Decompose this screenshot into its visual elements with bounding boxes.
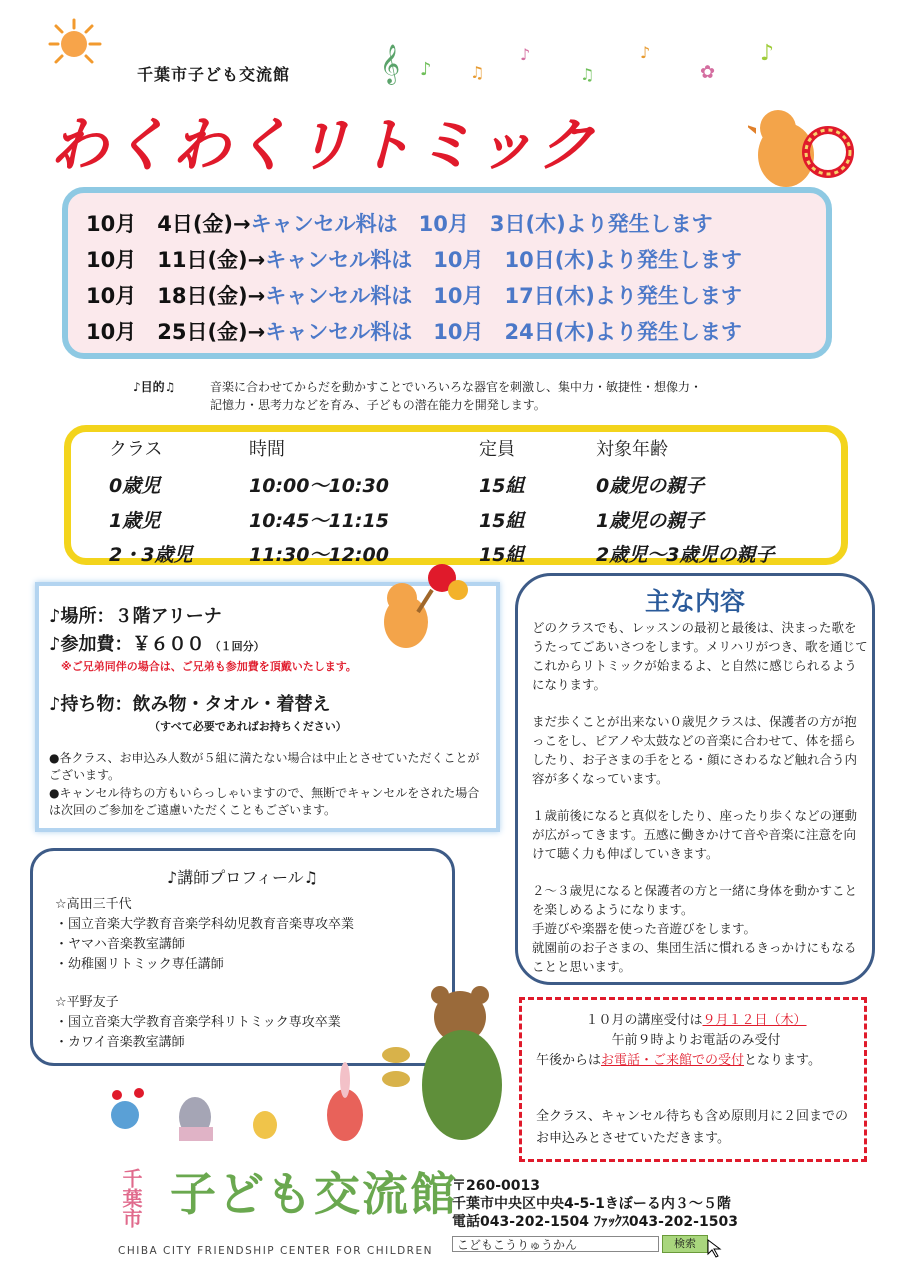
reception-notice-box [519,997,867,1162]
fee-line [49,630,265,656]
reception-text: 午後からは [536,1053,602,1068]
reception-phone-line: 午前９時よりお電話のみ受付 [611,1033,781,1048]
cancellation-row [86,207,713,241]
table-cell: 11:30～12:00 [249,544,389,566]
postal-code: 〒260-0013 [452,1178,540,1194]
content-paragraph: ２～３歳児になると保護者の方と一緒に身体を動かすことを楽しめるようになります。 [532,883,858,917]
cancellation-note: キャンセル料は 10月 24日(木)より発生します [265,320,742,344]
profile-item: ・幼稚園リトミック専任講師 [55,957,224,972]
music-notes-decoration [380,30,800,100]
table-cell: 10:00～10:30 [249,475,389,497]
session-date: 10月 18日(金)→ [86,284,266,308]
profile-item: ・ヤマハ音楽教室講師 [55,937,185,952]
cancellation-row [86,279,742,313]
profile-item: ・国立音楽大学教育音楽学科リトミック専攻卒業 [55,1015,341,1030]
reception-afternoon-line [536,1050,856,1072]
reception-text: となります。 [744,1053,821,1068]
reception-method: お電話・ご来館での受付 [601,1053,745,1068]
session-date: 10月 11日(金)→ [86,248,266,272]
search-input[interactable] [452,1236,659,1252]
svg-text:♪: ♪ [420,59,432,80]
animal-band-illustration [95,1055,385,1155]
content-title: 主な内容 [644,587,745,616]
reception-date: ９月１２日（木） [702,1013,807,1028]
purpose-text [210,378,810,414]
svg-text:♫: ♫ [470,63,485,82]
svg-text:♫: ♫ [580,65,595,84]
reception-date-line [536,1010,856,1032]
table-cell: 1歳児の親子 [596,510,705,532]
cancellation-schedule-box [62,187,832,359]
bird-tambourine-illustration [748,100,858,200]
table-cell: 2歳児～3歳児の親子 [596,544,775,566]
column-header-capacity: 定員 [479,439,515,460]
content-paragraph: 就園前のお子さまの、集団生活に慣れるきっかけにもなることと思います。 [532,940,857,974]
search-button[interactable]: 検索 [662,1235,708,1253]
main-content-box [515,573,875,985]
profile-title: ♪講師プロフィール♫ [167,868,318,887]
cancellation-note: キャンセル料は 10月 10日(木)より発生します [265,248,742,272]
cancellation-note: キャンセル料は 10月 17日(木)より発生します [265,284,742,308]
column-header-class: クラス [109,439,163,460]
phone-fax: 電話043-202-1504 ﾌｧｯｸｽ043-202-1503 [452,1214,738,1230]
bear-cymbals-illustration [380,985,510,1155]
purpose-line: 記憶力・思考力などを育み、子どもの潜在能力を開発します。 [210,398,546,412]
profile-item: ・国立音楽大学教育音楽学科幼児教育音楽専攻卒業 [55,917,355,932]
content-paragraph: １歳前後になると真似をしたり、座ったり歩くなどの運動が広がってきます。五感に働きかけて音や音楽に注意を向けて聴く力も伸ばしていきます。 [532,808,858,861]
purpose-label: ♪目的♫ [133,380,176,394]
svg-text:𝄞: 𝄞 [380,44,401,84]
instructor-name: ☆高田三千代 [55,897,132,912]
content-paragraph: 手遊びや楽器を使った音遊びをします。 [532,921,757,936]
fee-sibling-note: ※ご兄弟同伴の場合は、ご兄弟も参加費を頂戴いたします。 [61,660,357,673]
table-cell: 1歳児 [109,510,161,532]
svg-text:♪: ♪ [640,43,651,62]
logo-main-text: 子ども交流館 [170,1167,458,1221]
session-date: 10月 4日(金)→ [86,212,251,236]
cancellation-rule-1: ●各クラス、お申込み人数が５組に満たない場合は中止とさせていただくことがございます。 [49,751,480,782]
cancellation-note: キャンセル料は 10月 3日(木)より発生します [250,212,713,236]
sun-illustration [44,18,104,70]
table-cell: 15組 [479,510,525,532]
content-paragraph: どのクラスでも、レッスンの最初と最後は、決まった歌をうたってごあいさつをします。メリハリがつき、歌を通じてこれからリトミックが始まるよ、と自然に感じられるようになります。 [532,620,868,692]
belongings-text: ♪持ち物：飲み物・タオル・着替え [49,694,331,715]
cancellation-row [86,315,742,349]
purpose-line: 音楽に合わせてからだを動かすことでいろいろな器官を刺激し、集中力・敏捷性・想像力・ [210,380,703,394]
svg-text:✿: ✿ [700,62,716,83]
profile-item: ・カワイ音楽教室講師 [55,1035,185,1050]
bird-maracas-illustration [372,560,472,655]
session-date: 10月 25日(金)→ [86,320,266,344]
table-cell: 10:45～11:15 [249,510,389,532]
place-text: ♪場所：３階アリーナ [49,606,222,627]
column-header-target: 対象年齢 [596,439,668,460]
reception-limit-line: 全クラス、キャンセル待ちも含め原則月に２回までのお申込みとさせていただきます。 [536,1109,849,1146]
belongings-note: （すべて必要であればお持ちください） [149,720,347,733]
address: 千葉市中央区中央4-5-1きぼーる内３～５階 [452,1196,731,1212]
fee-text: ♪参加費：￥６００ [49,634,205,655]
table-cell: 0歳児 [109,475,161,497]
organization-name: 千葉市子ども交流館 [137,65,291,84]
cancellation-row [86,243,742,277]
cancellation-rule-2: ●キャンセル待ちの方もいらっしゃいますので、無断でキャンセルをされた場合は次回のご参加をご遠慮いただくこともございます。 [49,786,480,817]
cursor-icon [706,1238,726,1258]
logo-city-name: 千葉市 [119,1168,143,1228]
class-schedule-table [64,425,848,565]
instructor-name: ☆平野友子 [55,995,119,1010]
fee-note: （１回分） [209,640,265,653]
table-cell: 2・3歳児 [109,544,193,566]
table-cell: 0歳児の親子 [596,475,705,497]
page-title: わくわくリトミック [50,111,598,179]
reception-text: １０月の講座受付は [585,1013,703,1028]
table-cell: 15組 [479,544,525,566]
column-header-time: 時間 [249,439,285,460]
content-paragraph: まだ歩くことが出来ない０歳児クラスは、保護者の方が抱っこをし、ピアノや太鼓などの音楽に合わせて、体を揺らしたり、お子さまの手をとる・顔にさわるなど触れ合う内容が多くなっています。 [532,714,858,786]
logo-english-name: CHIBA CITY FRIENDSHIP CENTER FOR CHILDREN [118,1245,433,1257]
svg-text:♪: ♪ [520,45,531,64]
table-cell: 15組 [479,475,525,497]
svg-text:♪: ♪ [760,41,775,66]
